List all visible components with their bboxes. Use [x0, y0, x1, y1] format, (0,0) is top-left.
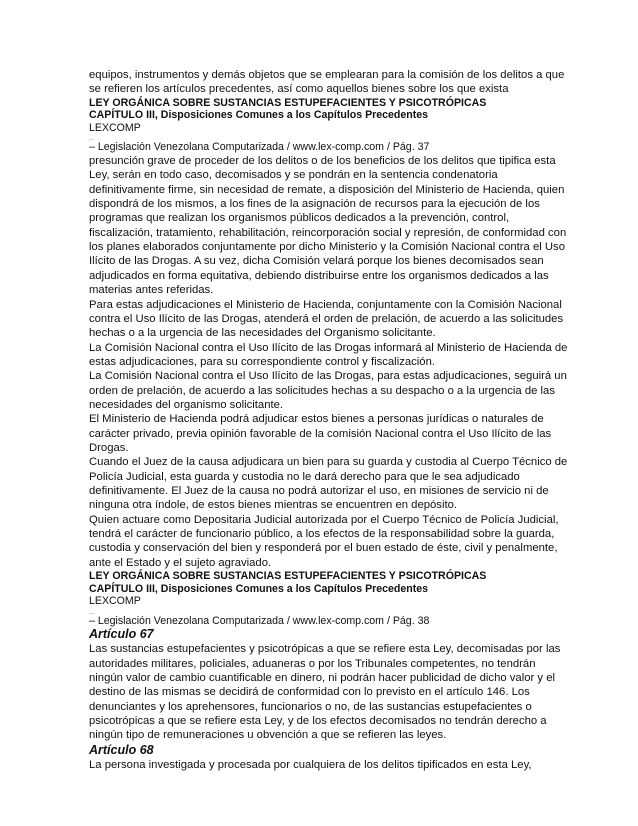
- running-header-chapter: CAPÍTULO III, Disposiciones Comunes a los Capítulos Precedentes: [89, 109, 429, 122]
- paragraph: presunción grave de proceder de los delitos o de los beneficios de los delitos que tipifica esta Ley, serán en todo caso, decomisados y se pondrán en la sentencia condenatoria definitivamente firme, sin necesidad de remate, a disposición del Ministerio de Hacienda, quien dispondrá de los mismos, a los fines de la asignación de recursos para la ejecución de los programas que realizan los organismos públicos dedicados a la prevención, control, fiscalización, tratamiento, rehabilitación, reincorporación social y represión, de conformidad con los planes elaborados conjuntamente por dicho Ministerio y la Comisión Nacional contra el Uso Ilícito de las Drogas. A su vez, dicha Comisión velará porque los bienes decomisados sean adjudicados en forma equitativa, debiendo distribuirse entre los organismos dedicados a las materias antes referidas.: [89, 155, 567, 297]
- paragraph: La persona investigada y procesada por cualquiera de los delitos tipificados en esta Ley,: [89, 758, 532, 771]
- document-page: [89, 68, 569, 772]
- running-header-law-title: LEY ORGÁNICA SOBRE SUSTANCIAS ESTUPEFACIENTES Y PSICOTRÓPICAS: [89, 96, 487, 109]
- page-footer-line: – Legislación Venezolana Computarizada / www.lex-comp.com / Pág. 38: [89, 614, 430, 627]
- paragraph: La Comisión Nacional contra el Uso Ilícito de las Drogas informará al Ministerio de Hacienda de estas adjudicaciones, para su correspondiente control y fiscalización.: [89, 341, 568, 368]
- page-footer-line: – Legislación Venezolana Computarizada / www.lex-comp.com / Pág. 37: [89, 141, 430, 154]
- running-header-law-title: LEY ORGÁNICA SOBRE SUSTANCIAS ESTUPEFACIENTES Y PSICOTRÓPICAS: [89, 570, 487, 583]
- separator-mark: __: [89, 135, 94, 141]
- running-header-publisher: LEXCOMP: [89, 121, 141, 134]
- paragraph: El Ministerio de Hacienda podrá adjudicar estos bienes a personas jurídicas o naturales de carácter privado, previa opinión favorable de la comisión Nacional contra el Uso Ilícito de las Drogas.: [89, 413, 552, 454]
- running-header-chapter: CAPÍTULO III, Disposiciones Comunes a los Capítulos Precedentes: [89, 582, 429, 595]
- paragraph: equipos, instrumentos y demás objetos que se emplearan para la comisión de los delitos a que se refieren los artículos precedentes, así como aquellos bienes sobre los que exista: [89, 69, 565, 96]
- paragraph: Quien actuare como Depositaria Judicial autorizada por el Cuerpo Técnico de Policía Judicial, tendrá el carácter de funcionario público, a los efectos de la responsabilidad sobre la guarda, custodia y conservación del bien y responderá por el buen estado de éste, civil y penalmente, ante el Estado y el sujeto agraviado.: [89, 513, 559, 569]
- paragraph: Para estas adjudicaciones el Ministerio de Hacienda, conjuntamente con la Comisión Nacional contra el Uso Ilícito de las Drogas, atenderá el orden de prelación, de acuerdo a las solicitudes hechas o a la urgencia de las necesidades del Organismo solicitante.: [89, 298, 564, 340]
- paragraph: La Comisión Nacional contra el Uso Ilícito de las Drogas, para estas adjudicaciones, seguirá un orden de prelación, de acuerdo a las solicitudes hechas a su despacho o a la urgencia de las necesidades del organismo solicitante.: [89, 370, 567, 411]
- article-heading: Artículo 68: [89, 742, 154, 757]
- separator-mark: __: [89, 608, 94, 614]
- paragraph: Cuando el Juez de la causa adjudicara un bien para su guarda y custodia al Cuerpo Técnico de Policía Judicial, esta guarda y custodia no le dará derecho para que le sea adjudicado definitivamente. El Juez de la causa no podrá autorizar el uso, en misiones de servicio ni de ninguna otra índole, de estos bienes mientras se encuentren en depósito.: [89, 456, 568, 512]
- paragraph: Las sustancias estupefacientes y psicotrópicas a que se refiere esta Ley, decomisadas por las autoridades militares, policiales, aduaneras o por los Tribunales competentes, no tendrán ningún valor de cambio cuantificable en dinero, ni podrán hacer publicidad de dicho valor y el destino de las mismas se decidirá de conformidad con lo previsto en el artículo 146. Los denunciantes y los aprehensores, funcionarios o no, de las sustancias estupefacientes o psicotrópicas a que se refiere esta Ley, y de los efectos decomisados no tendrán derecho a ningún tipo de remuneraciones u obvención a que se refieren las leyes.: [89, 643, 561, 742]
- running-header-publisher: LEXCOMP: [89, 595, 141, 608]
- article-heading: Artículo 67: [89, 627, 154, 642]
